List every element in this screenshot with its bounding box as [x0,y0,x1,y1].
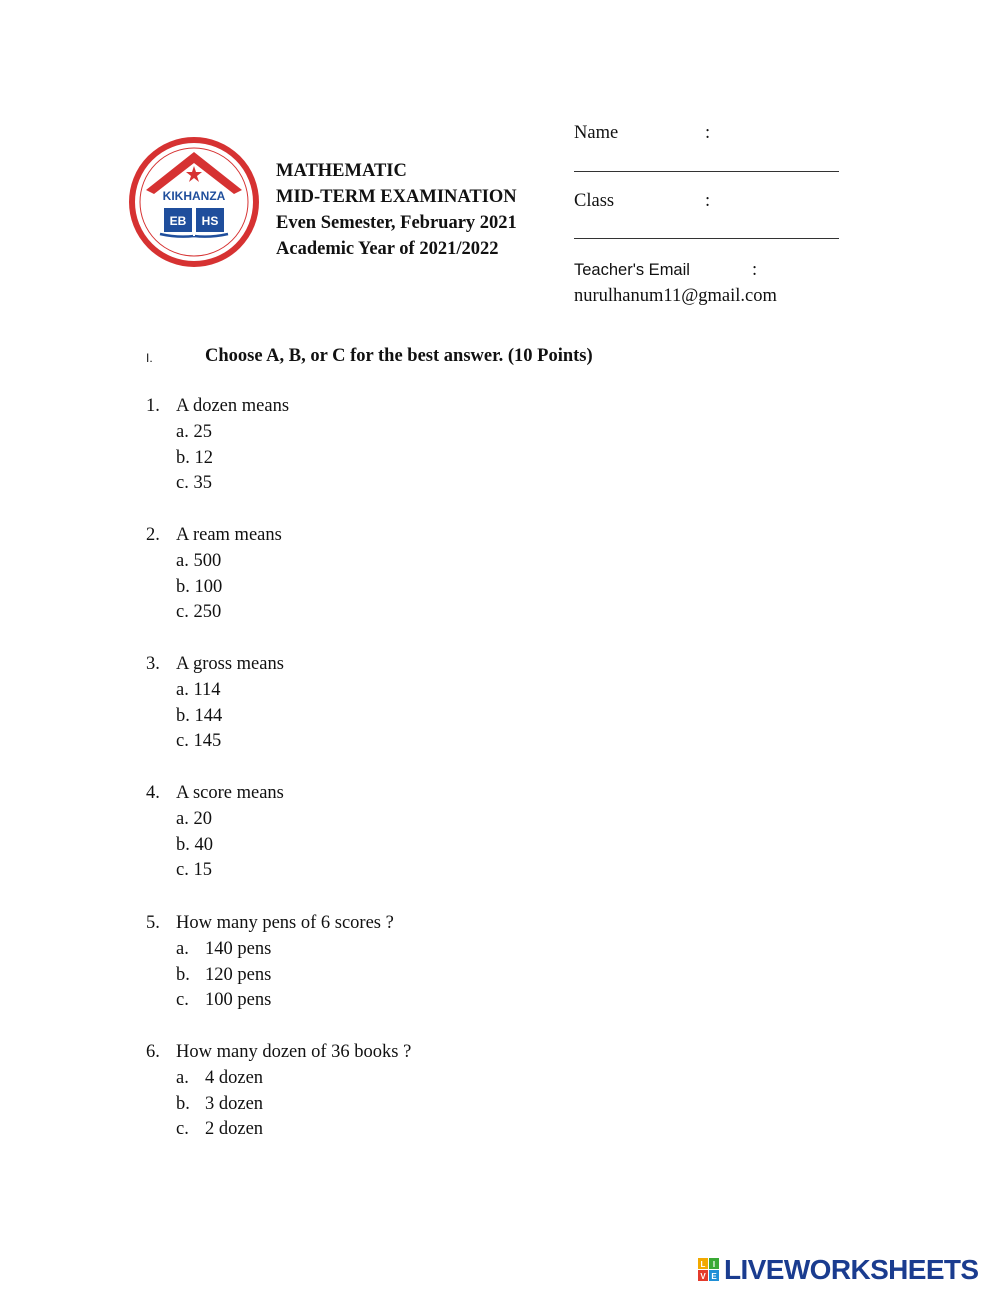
liveworksheets-logo-icon [698,1258,720,1282]
logo-school-name: KIKHANZA [162,189,226,203]
answer-option[interactable]: b. 3 dozen [176,1093,264,1114]
teacher-email-row [574,260,757,281]
question-4 [146,781,284,884]
question-text: A dozen means [176,396,290,416]
answer-option[interactable]: b. 40 [176,834,213,855]
answer-option[interactable]: c. 15 [176,860,212,881]
section-title: Choose A, B, or C for the best answer. (10 Points) [205,346,593,366]
svg-text:E: E [711,1272,717,1281]
name-field-row [574,123,710,144]
liveworksheets-wordmark: LIVEWORKSHEETS [724,1254,979,1285]
answer-option[interactable]: a. 114 [176,679,221,700]
answer-option[interactable]: a. 500 [176,550,222,571]
answer-option[interactable]: c. 2 dozen [176,1119,264,1140]
question-number: 6. [146,1042,160,1062]
academic-year: Academic Year of 2021/2022 [276,239,499,259]
question-1 [146,394,289,497]
svg-text:L: L [700,1260,706,1269]
name-separator: : [705,123,711,143]
question-text: How many pens of 6 scores ? [176,913,394,933]
school-logo [128,136,260,268]
question-number: 2. [146,525,160,545]
logo-book-left-text: EB [169,214,187,228]
class-write-line[interactable] [574,238,839,239]
section-numeral: I. [146,351,153,365]
question-2 [146,523,282,626]
logo-book-right-text: HS [201,214,219,228]
answer-option[interactable]: a. 20 [176,808,212,829]
answer-option[interactable]: b. 120 pens [176,964,272,985]
svg-text:I: I [712,1260,716,1269]
class-separator: : [705,191,711,211]
answer-option[interactable]: c. 145 [176,731,222,752]
name-label: Name [574,123,619,143]
answer-option[interactable]: a. 4 dozen [176,1067,264,1088]
answer-option[interactable]: c. 35 [176,473,212,494]
question-3 [146,652,284,755]
teacher-email-value: nurulhanum11@gmail.com [574,286,777,306]
question-5 [146,911,394,1014]
class-field-row [574,191,710,212]
question-6 [146,1040,411,1143]
question-number: 4. [146,783,160,803]
answer-option[interactable]: b. 144 [176,705,223,726]
question-text: A ream means [176,525,282,545]
question-number: 1. [146,396,160,416]
question-text: A score means [176,783,284,803]
liveworksheets-branding[interactable] [698,1255,996,1285]
name-write-line[interactable] [574,171,839,172]
answer-option[interactable]: b. 12 [176,447,213,468]
subject-title: MATHEMATIC [276,161,407,181]
question-number: 5. [146,913,160,933]
question-text: How many dozen of 36 books ? [176,1042,412,1062]
answer-option[interactable]: c. 250 [176,602,222,623]
question-text: A gross means [176,654,284,674]
teacher-email-label: Teacher's Email [574,261,690,279]
semester-info: Even Semester, February 2021 [276,213,517,233]
teacher-email-separator: : [752,260,758,280]
section-heading [0,346,1000,376]
answer-option[interactable]: a. 25 [176,421,212,442]
answer-option[interactable]: c. 100 pens [176,990,272,1011]
class-label: Class [574,191,615,211]
question-number: 3. [146,654,160,674]
exam-header [276,158,517,262]
answer-option[interactable]: a. 140 pens [176,938,272,959]
svg-text:V: V [700,1272,706,1281]
exam-title: MID-TERM EXAMINATION [276,187,517,207]
answer-option[interactable]: b. 100 [176,576,223,597]
